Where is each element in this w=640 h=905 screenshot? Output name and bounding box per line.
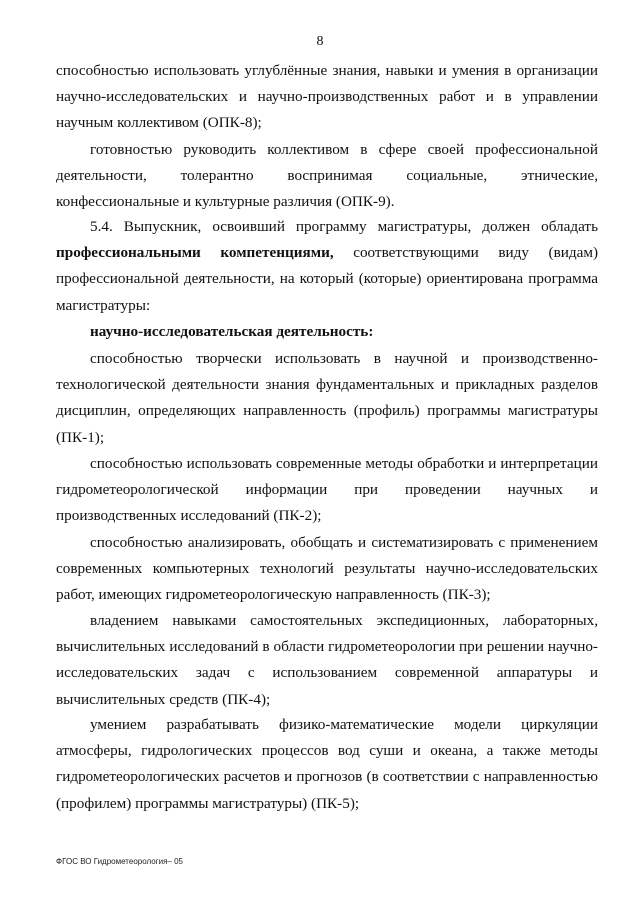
paragraph-section-5-4: [56, 214, 598, 319]
paragraph-opk-9: готовностью руководить коллективом в сфере своей профессиональной деятельности, толерантно воспринимая социальные, этнические, конфессиональные и культурные различия (ОПК-9).: [56, 141, 598, 211]
competency-pk-5: умением разрабатывать физико-математические модели циркуляции атмосферы, гидрологических процессов вод суши и океана, а также методы гидрометеорологических расчетов и прогнозов (в соответствии с направленностью (профилем) программы магистратуры) (ПК-5);: [56, 716, 598, 812]
competency-pk-1: способностью творчески использовать в научной и производственно-технологической деятельности знания фундаментальных и прикладных разделов дисциплин, определяющих направленность (профиль) программы магистратуры (ПК-1);: [56, 350, 598, 446]
section-heading: научно-исследовательская деятельность:: [90, 323, 374, 340]
page-number: 8: [316, 34, 324, 49]
competency-pk-4: владением навыками самостоятельных экспедиционных, лабораторных, вычислительных исследований в области гидрометеорологии при решении научно-исследовательских задач с использованием современной аппаратуры и вычислительных средств (ПК-4);: [56, 612, 598, 708]
section-5-4-lead: 5.4. Выпускник, освоивший программу магистратуры, должен обладать: [90, 218, 598, 235]
document-footer: ФГОС ВО Гидрометеорология– 05: [56, 857, 183, 866]
competency-pk-2: способностью использовать современные методы обработки и интерпретации гидрометеорологической информации при проведении научных и производственных исследований (ПК-2);: [56, 455, 598, 525]
section-5-4-tail: соответствующими виду (видам) профессиональной деятельности, на который (которые) ориентирована программа магистратуры:: [56, 244, 599, 314]
competency-pk-3: способностью анализировать, обобщать и систематизировать с применением современных компьютерных технологий результаты научно-исследовательских работ, имеющих гидрометеорологическую направленность (ПК-3);: [56, 534, 598, 604]
paragraph-opk-8: способностью использовать углублённые знания, навыки и умения в организации научно-исследовательских и научно-производственных работ и в управлении научным коллективом (ОПК-8);: [56, 62, 598, 132]
section-5-4-bold-term: профессиональными компетенциями,: [56, 244, 334, 262]
